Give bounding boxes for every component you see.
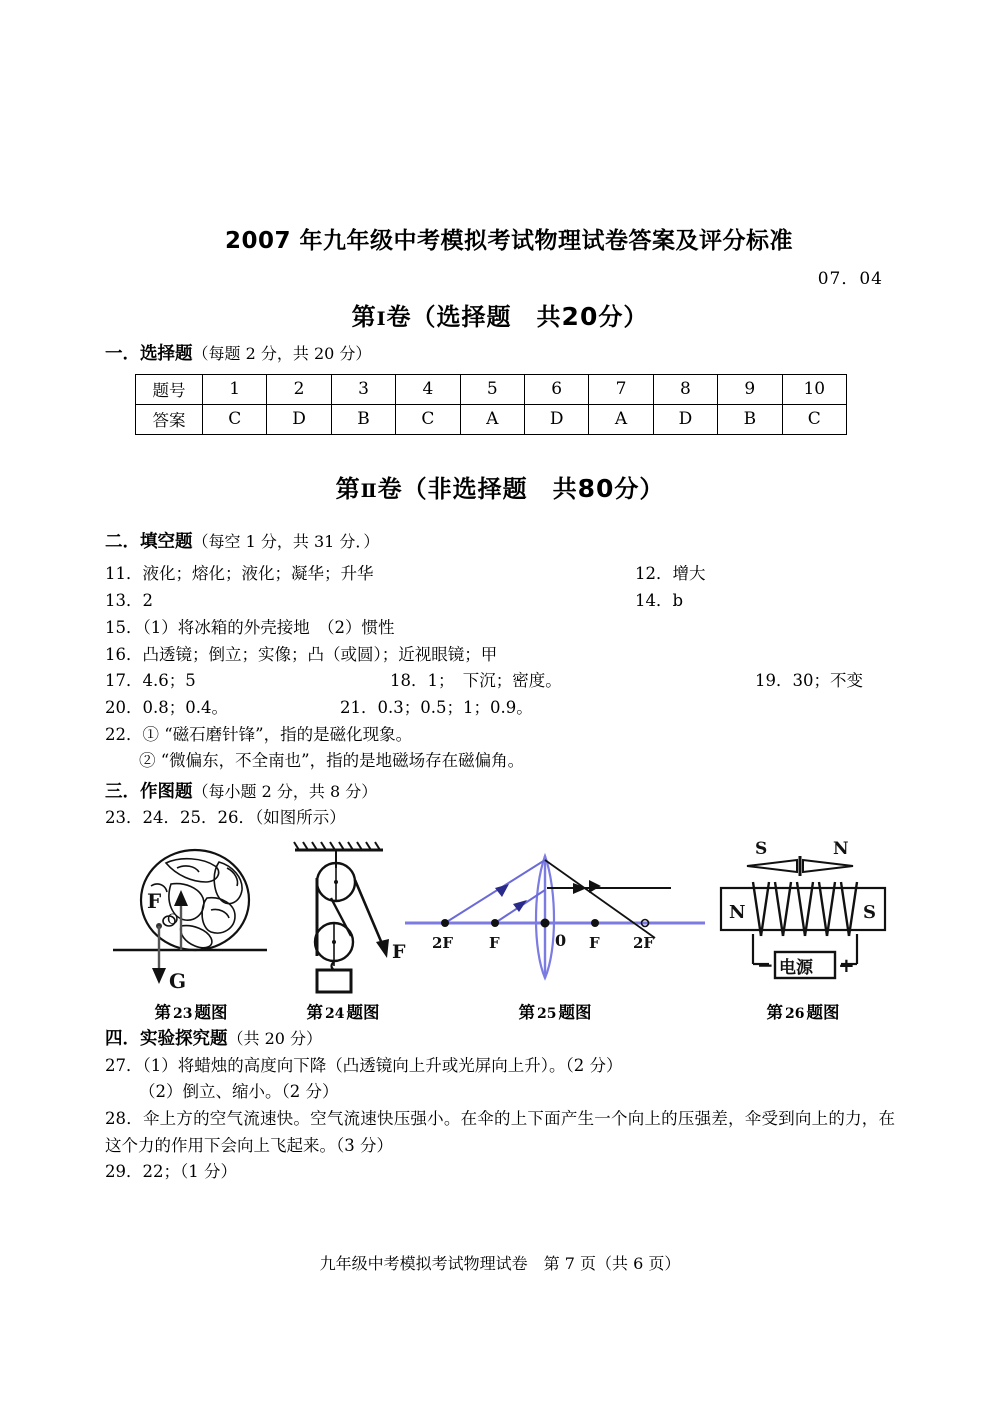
answer-no-16: 16． <box>105 644 143 664</box>
label-optical-center: 0 <box>555 931 567 951</box>
figure-23 <box>111 838 271 1023</box>
table-cell-qnum-7: 7 <box>589 374 653 404</box>
figure-23-caption <box>111 999 271 1023</box>
answer-no-22: 22． <box>105 724 143 744</box>
answer-row-16 <box>105 642 895 669</box>
label-compass-s: S <box>755 839 768 860</box>
table-cell-qnum-6: 6 <box>524 374 588 404</box>
section-four-heading <box>105 1027 895 1052</box>
table-cell-answer-10: C <box>782 404 846 434</box>
answer-row-17-18-19 <box>105 668 895 695</box>
table-cell-qnum-9: 9 <box>718 374 782 404</box>
section-one-label: 一．选择题 <box>105 343 193 364</box>
answer-row-29 <box>105 1159 895 1186</box>
section-two-heading <box>105 530 895 555</box>
footer-page-number: 第 7 页（共 6 页） <box>543 1254 681 1273</box>
answer-table-container <box>105 374 895 435</box>
answer-text-18: 1； 下沉；密度。 <box>427 671 562 691</box>
answer-no-20: 20． <box>105 697 143 717</box>
answer-text-13: 2 <box>142 591 153 611</box>
answer-no-18: 18． <box>390 671 428 691</box>
figure-24-caption-number: 24 <box>325 1006 345 1023</box>
answer-item-21 <box>340 695 533 722</box>
answer-text-28: 伞上方的空气流速快。空气流速快压强小。在伞的上下面产生一个向上的压强差，伞受到向上的力，在这个力的作用下会向上飞起来。（3 分） <box>105 1109 896 1155</box>
answer-row-22-sub1 <box>105 722 895 749</box>
footer-document-name: 九年级中考模拟考试物理试卷 <box>319 1254 528 1273</box>
answer-row-13-14 <box>105 588 895 615</box>
section-one-heading <box>105 342 895 367</box>
point-2f-left <box>441 919 449 927</box>
answer-row-15 <box>105 615 895 642</box>
coil-windings <box>753 882 857 936</box>
section-three-label: 三．作图题 <box>105 782 193 803</box>
figure-23-caption-number: 23 <box>173 1006 193 1023</box>
label-2f-left: 2F <box>432 934 454 953</box>
figure-24-caption <box>273 999 413 1023</box>
volume-one-prefix: 第 <box>351 302 377 331</box>
answer-text-27-1: （1）将蜡烛的高度向下降（凸透镜向上升或光屏向上升）。（2 分） <box>142 1055 623 1075</box>
answer-text-17: 4.6；5 <box>142 671 196 691</box>
answer-22-text-2: “微偏东，不全南也”，指的是地磁场存在磁偏角。 <box>160 751 525 771</box>
table-cell-qnum-2: 2 <box>267 374 331 404</box>
label-point-o: O <box>167 912 179 929</box>
answer-text-14: b <box>672 591 684 611</box>
table-cell-qnum-4: 4 <box>396 374 460 404</box>
refracted-ray-1-arrow <box>589 880 601 893</box>
answer-row-22-sub2 <box>105 748 895 775</box>
volume-one-mid: 卷（选择题 共 <box>386 302 562 331</box>
figure-23-caption-prefix: 第 <box>154 1003 171 1023</box>
force-g-arrowhead <box>152 968 166 984</box>
figure-25-caption-number: 25 <box>537 1006 557 1023</box>
table-cell-answer-4: C <box>396 404 460 434</box>
answer-no-17: 17． <box>105 671 143 691</box>
answer-text-12: 增大 <box>672 564 706 584</box>
figure-26 <box>705 838 901 1023</box>
refracted-ray-1 <box>545 860 655 938</box>
answer-no-14: 14． <box>635 591 673 611</box>
figure-26-caption-prefix: 第 <box>766 1003 783 1023</box>
volume-two-suffix: 分） <box>614 474 665 503</box>
pulley-system-diagram <box>273 838 413 998</box>
label-force-f: F <box>147 889 162 914</box>
electromagnet-diagram <box>705 838 901 998</box>
answer-row-27-2 <box>105 1079 895 1106</box>
table-row-answers <box>136 404 847 434</box>
figure-26-caption-number: 26 <box>785 1006 805 1023</box>
label-f-left: F <box>489 934 500 953</box>
label-power-source: 电源 <box>779 958 813 979</box>
force-f-arrowhead <box>174 890 188 906</box>
document-content <box>105 228 895 1186</box>
load-block <box>317 970 351 992</box>
figure-25-caption-prefix: 第 <box>518 1003 535 1023</box>
table-cell-answer-1: C <box>203 404 267 434</box>
figure-24-caption-prefix: 第 <box>306 1003 323 1023</box>
force-f-arrowhead <box>376 939 389 958</box>
label-core-n: N <box>729 902 746 924</box>
figure-25-caption <box>405 999 705 1023</box>
multiple-choice-answer-table <box>135 374 847 435</box>
label-force-f: F <box>392 941 406 964</box>
volume-one-heading <box>105 297 895 332</box>
answer-no-19: 19． <box>755 671 793 691</box>
globe-continents <box>151 859 242 948</box>
answer-text-11: 液化；熔化；液化；凝华；升华 <box>142 564 374 584</box>
section-two-answers <box>105 561 895 775</box>
point-optical-center <box>541 919 550 928</box>
answer-text-15: （1）将冰箱的外壳接地 （2）惯性 <box>142 617 395 637</box>
figure-25-caption-suffix: 题图 <box>558 1003 592 1023</box>
answer-item-18 <box>390 668 562 695</box>
section-four-label: 四．实验探究题 <box>105 1029 228 1050</box>
volume-two-roman: Ⅱ <box>360 479 378 502</box>
answer-no-15: 15． <box>105 617 143 637</box>
label-f-right: F <box>589 934 600 953</box>
rope-pull-segment <box>355 880 383 946</box>
section-three-heading <box>105 780 895 805</box>
answer-text-29: 22；（1 分） <box>142 1162 237 1182</box>
table-cell-answer-9: B <box>718 404 782 434</box>
label-positive-terminal: + <box>838 953 855 978</box>
table-cell-answer-6: D <box>524 404 588 434</box>
volume-one-score: 20 <box>561 301 599 331</box>
table-cell-answer-3: B <box>331 404 395 434</box>
volume-one-suffix: 分） <box>598 302 649 331</box>
table-cell-qnum-3: 3 <box>331 374 395 404</box>
earth-force-diagram <box>111 838 271 998</box>
label-core-s: S <box>863 902 876 924</box>
answer-22-text-1: “磁石磨针锋”，指的是磁化现象。 <box>164 724 413 744</box>
answer-22-mark-1: ① <box>142 724 159 744</box>
label-2f-right: 2F <box>633 934 655 953</box>
label-negative-terminal: − <box>757 953 774 978</box>
document-date: 07．04 <box>817 268 883 289</box>
table-cell-qnum-5: 5 <box>460 374 524 404</box>
volume-one-roman: Ⅰ <box>376 307 387 330</box>
answer-item-19 <box>755 668 863 695</box>
figures-row <box>105 838 895 1023</box>
answer-no-27: 27． <box>105 1055 143 1075</box>
section-two-label: 二．填空题 <box>105 531 193 552</box>
figure-24-caption-suffix: 题图 <box>346 1003 380 1023</box>
section-one-note: （每题 2 分，共 20 分） <box>192 343 372 363</box>
compass-needle-west <box>747 860 797 872</box>
section-three-note: （每小题 2 分，共 8 分） <box>192 782 378 802</box>
answer-22-mark-2: ② <box>139 751 156 771</box>
answer-row-27-1 <box>105 1053 895 1080</box>
table-cell-answer-8: D <box>653 404 717 434</box>
label-force-g: G <box>169 969 187 994</box>
figure-26-caption-suffix: 题图 <box>806 1003 840 1023</box>
answer-row-28 <box>105 1106 895 1159</box>
answer-no-29: 29． <box>105 1162 143 1182</box>
table-cell-answer-7: A <box>589 404 653 434</box>
answer-text-19: 30；不变 <box>792 671 863 691</box>
answer-row-11-12 <box>105 561 895 588</box>
volume-two-prefix: 第 <box>335 474 361 503</box>
table-cell-answer-5: A <box>460 404 524 434</box>
convex-lens-ray-diagram <box>405 838 705 998</box>
answer-no-21: 21． <box>340 697 378 717</box>
figure-25 <box>405 838 705 1023</box>
answer-text-20: 0.8；0.4。 <box>142 697 228 717</box>
answer-item-12 <box>635 561 706 588</box>
section-four-note: （共 20 分） <box>227 1029 323 1049</box>
figure-26-caption <box>705 999 901 1023</box>
volume-two-score: 80 <box>577 473 615 503</box>
table-cell-qnum-1: 1 <box>203 374 267 404</box>
table-header-answer: 答案 <box>136 404 203 434</box>
answer-item-14 <box>635 588 683 615</box>
answer-row-20-21 <box>105 695 895 722</box>
table-cell-qnum-8: 8 <box>653 374 717 404</box>
table-cell-qnum-10: 10 <box>782 374 846 404</box>
section-four-answers <box>105 1053 895 1187</box>
answer-text-16: 凸透镜；倒立；实像；凸（或圆）；近视眼镜；甲 <box>142 644 498 664</box>
answer-no-11: 11． <box>105 564 143 584</box>
point-f-left <box>491 919 499 927</box>
page-footer <box>0 1251 1000 1274</box>
section-two-note: （每空 1 分，共 31 分．） <box>192 531 380 551</box>
page-title: 2007 年九年级中考模拟考试物理试卷答案及评分标准 <box>224 228 794 254</box>
table-row-question-numbers <box>136 374 847 404</box>
compass-needle-east <box>803 860 853 872</box>
answer-no-13: 13． <box>105 591 143 611</box>
point-f-right <box>591 919 599 927</box>
label-compass-n: N <box>833 839 849 860</box>
incident-ray-1 <box>445 860 545 923</box>
answer-text-21: 0.3；0.5；1；0.9。 <box>377 697 533 717</box>
table-header-question-no: 题号 <box>136 374 203 404</box>
section-three-items: 23．24．25．26．（如图所示） <box>105 808 346 828</box>
answer-text-27-2: （2）倒立、缩小。（2 分） <box>139 1082 339 1102</box>
answer-no-12: 12． <box>635 564 673 584</box>
figure-23-caption-suffix: 题图 <box>194 1003 228 1023</box>
figure-24 <box>273 838 413 1023</box>
volume-two-mid: 卷（非选择题 共 <box>377 474 578 503</box>
answer-no-28: 28． <box>105 1109 143 1128</box>
table-cell-answer-2: D <box>267 404 331 434</box>
volume-two-heading <box>105 469 895 504</box>
